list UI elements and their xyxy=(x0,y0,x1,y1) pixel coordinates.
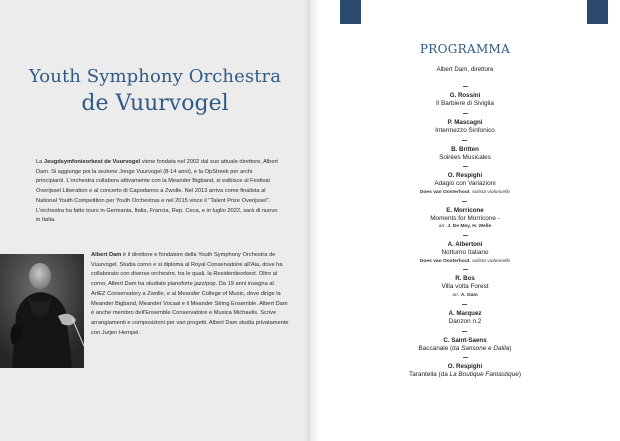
item-composer: O. Respighi xyxy=(447,172,483,180)
item-work: Notturno Italiano xyxy=(441,249,489,257)
item-work: Danzon n.2 xyxy=(448,317,482,325)
programma-title: PROGRAMMA xyxy=(419,42,511,56)
programma-item xyxy=(435,113,495,136)
item-soloist: Does van Oosterhout, solista violoncello xyxy=(419,258,511,264)
item-composer: R. Bos xyxy=(455,275,475,283)
director-photo-image xyxy=(0,254,84,368)
soloist-role: solista violoncello xyxy=(472,258,511,264)
item-divider xyxy=(462,304,467,305)
programma-director: Albert Dam, direttore xyxy=(436,66,494,73)
item-arranger xyxy=(452,292,477,300)
item-work: Il Barbiere di Siviglia xyxy=(436,100,494,107)
item-divider xyxy=(463,166,468,167)
item-work xyxy=(409,371,521,380)
director-bio-name: Albert Dam xyxy=(91,252,122,258)
item-composer: A. Marquez xyxy=(448,309,482,317)
item-composer: B. Britten xyxy=(451,145,479,153)
programma-item xyxy=(418,331,511,354)
item-divider xyxy=(463,86,468,87)
item-divider xyxy=(462,140,467,141)
orchestra-bio-name: Jeugdsymfonieorkest de Vuurvogel xyxy=(43,159,141,165)
work-prefix: Baccanale (da xyxy=(418,344,462,352)
director-bio-text: è il direttore e fondatore della Youth Symphony Orchestra de Vuurvogel. Studia corno e si diploma al Royal Conservatoire all'Aia, dove ha collaborato con diverse orchestre, tra le quali, la Residentieorkest. Oltre al corno, Albert Dam ha studiato pianoforte jazz/pop. Da 19 anni insegna al ArtEZ Conservatory a Zwolle, e al Meander College of Music, dove dirige la Meander Bigband, Meander Vocaal e il Meander String Ensemble. Albert Dam è anche membro dell'Ensemble Conservatoire e Musica Michaelis. Scrive arrangiamenti e composizioni per vari progetti. Albert Dam studia privatamente con Jurjen Hempel. xyxy=(91,252,289,336)
item-divider xyxy=(463,113,468,114)
arranger-name: A. Dam xyxy=(460,293,478,299)
arranger-prefix: arr. xyxy=(438,224,448,230)
programma-item xyxy=(448,304,481,327)
programma-item xyxy=(409,357,521,380)
programma-item xyxy=(420,166,510,196)
item-arranger xyxy=(439,223,491,231)
orchestra-bio-lead: La xyxy=(36,159,44,165)
item-composer: P. Mascagni xyxy=(447,118,483,126)
work-title-italic: La Boutique Fantastique xyxy=(449,371,519,379)
item-work: Soirées Musicales xyxy=(439,153,491,161)
item-soloist: Does van Oosterhout, solista violoncello xyxy=(419,189,511,195)
director-bio xyxy=(91,251,289,338)
arranger-name: J. De Mey, H. Welle xyxy=(447,224,492,230)
work-prefix: Tarantella (da xyxy=(409,371,450,379)
arranger-prefix: arr. xyxy=(452,293,461,299)
orchestra-subtitle: de Vuurvogel xyxy=(81,91,229,116)
item-composer: C. Saint-Saens xyxy=(443,336,487,344)
soloist-role: solista violoncello xyxy=(472,189,511,195)
item-divider xyxy=(462,331,467,332)
item-work xyxy=(418,345,511,354)
item-composer: O. Respighi xyxy=(447,363,483,371)
orchestra-bio xyxy=(36,158,282,226)
page-tab-left xyxy=(340,0,361,24)
item-divider xyxy=(463,269,468,270)
item-composer: A. Albertoni xyxy=(447,241,483,249)
item-divider xyxy=(462,201,467,202)
orchestra-bio-text: viene fondata nel 2002 dal suo attuale direttore, Albert Dam. Si aggiunge poi la sezione Jonge Vuurvogel (8-14 anni), e la OpStreek per archi principianti. L'orchestra collabora attivamente con la Meander Bigband, si esibisce al Festival Overijssel Liberation e al concerto di Capodanno a Zwolle. Nel 2013 arriva come finalista al National Youth Competition per Youth Orchestras e nel 2015 vince il "Talent Prize Overijssel". L'orchestra ha fatto tours in Germania, Italia, Francia, Rep. Ceca, e in luglio 2022, sarà di nuovo in Italia. xyxy=(36,159,278,224)
item-work: Moments for Morricone - xyxy=(430,214,500,222)
programma-item xyxy=(439,140,491,163)
work-suffix: ) xyxy=(509,344,512,352)
item-composer: G. Rossini xyxy=(449,92,481,99)
orchestra-title: Youth Symphony Orchestra xyxy=(28,66,282,87)
item-divider xyxy=(463,235,468,236)
programma-list xyxy=(310,86,620,384)
work-title-italic: Sansone e Dalila xyxy=(461,344,510,352)
soloist-name: Does van Oosterhout xyxy=(419,258,470,264)
item-work: Adagio con Variazioni xyxy=(434,180,496,188)
work-suffix: ) xyxy=(518,371,521,379)
item-composer: E. Morricone xyxy=(446,206,484,214)
programma-item xyxy=(420,235,510,265)
page-tab-right xyxy=(587,0,608,24)
programma-item xyxy=(436,86,494,109)
item-divider xyxy=(463,357,468,358)
programma-item xyxy=(441,269,488,299)
soloist-name: Does van Oosterhout xyxy=(419,189,470,195)
item-work: Villa volta Forest xyxy=(441,283,489,291)
programma-item xyxy=(430,201,500,231)
item-work: Intermezzo Sinfonico xyxy=(435,126,495,134)
director-photo xyxy=(0,254,84,368)
